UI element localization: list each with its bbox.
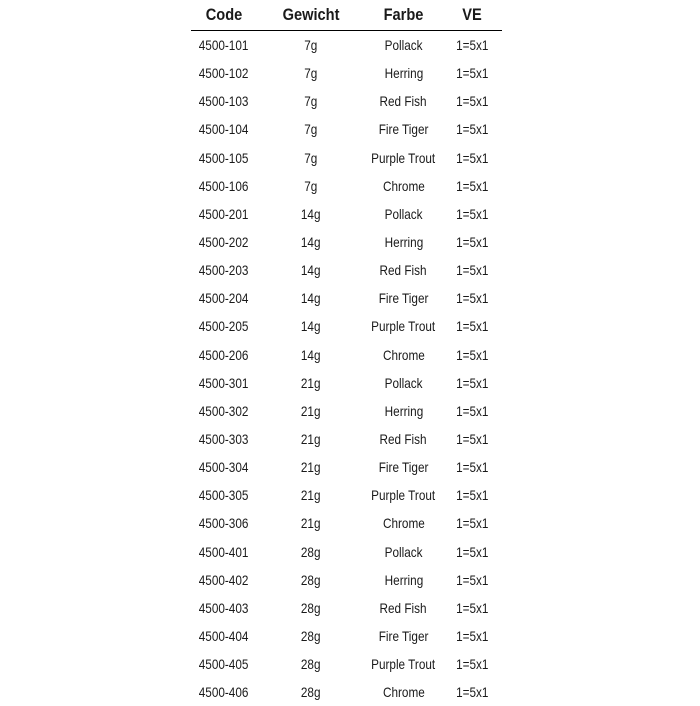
cell-farbe-text: Pollack: [385, 544, 423, 560]
cell-ve: [442, 341, 502, 369]
table-header: [191, 0, 502, 31]
cell-gewicht-text: 14g: [301, 262, 321, 278]
cell-farbe: [365, 397, 442, 425]
cell-farbe: [365, 31, 442, 60]
cell-farbe-text: Fire Tiger: [379, 459, 429, 475]
cell-gewicht: [257, 172, 365, 200]
cell-gewicht: [257, 341, 365, 369]
table-row: [191, 425, 502, 453]
cell-farbe: [365, 425, 442, 453]
cell-gewicht: [257, 59, 365, 87]
cell-code: [191, 425, 257, 453]
cell-ve: [442, 425, 502, 453]
table-row: [191, 594, 502, 622]
cell-ve: [442, 397, 502, 425]
cell-gewicht: [257, 369, 365, 397]
cell-farbe: [365, 509, 442, 537]
table-row: [191, 87, 502, 115]
cell-ve: [442, 228, 502, 256]
cell-farbe: [365, 369, 442, 397]
cell-ve-text: 1=5x1: [456, 515, 488, 531]
table-row: [191, 481, 502, 509]
cell-farbe: [365, 678, 442, 706]
cell-code: [191, 397, 257, 425]
cell-ve: [442, 256, 502, 284]
cell-gewicht: [257, 481, 365, 509]
cell-farbe-text: Fire Tiger: [379, 121, 429, 137]
cell-code: [191, 538, 257, 566]
cell-code-text: 4500-105: [199, 150, 249, 166]
cell-gewicht-text: 7g: [304, 121, 317, 137]
cell-ve-text: 1=5x1: [456, 600, 488, 616]
cell-code: [191, 228, 257, 256]
cell-farbe-text: Purple Trout: [371, 318, 435, 334]
table-row: [191, 650, 502, 678]
cell-ve: [442, 284, 502, 312]
cell-farbe: [365, 312, 442, 340]
cell-gewicht: [257, 256, 365, 284]
cell-farbe: [365, 453, 442, 481]
cell-ve: [442, 453, 502, 481]
product-table: [191, 0, 502, 706]
cell-gewicht-text: 28g: [301, 656, 321, 672]
table-row: [191, 284, 502, 312]
cell-gewicht-text: 28g: [301, 600, 321, 616]
cell-code: [191, 481, 257, 509]
cell-ve: [442, 481, 502, 509]
table-row: [191, 678, 502, 706]
table-row: [191, 509, 502, 537]
cell-code-text: 4500-106: [199, 178, 249, 194]
cell-code: [191, 369, 257, 397]
cell-code: [191, 31, 257, 60]
table-row: [191, 256, 502, 284]
cell-ve-text: 1=5x1: [456, 37, 488, 53]
table-row: [191, 369, 502, 397]
cell-farbe: [365, 115, 442, 143]
cell-ve: [442, 678, 502, 706]
cell-farbe: [365, 284, 442, 312]
table-row: [191, 172, 502, 200]
cell-farbe-text: Red Fish: [380, 431, 427, 447]
table-row: [191, 228, 502, 256]
cell-ve-text: 1=5x1: [456, 290, 488, 306]
cell-code-text: 4500-401: [199, 544, 249, 560]
cell-farbe: [365, 59, 442, 87]
cell-farbe: [365, 341, 442, 369]
cell-code: [191, 453, 257, 481]
cell-gewicht-text: 21g: [301, 403, 321, 419]
cell-farbe-text: Herring: [384, 234, 423, 250]
cell-gewicht: [257, 622, 365, 650]
cell-code-text: 4500-301: [199, 375, 249, 391]
cell-code-text: 4500-205: [199, 318, 249, 334]
cell-gewicht-text: 7g: [304, 93, 317, 109]
cell-ve-text: 1=5x1: [456, 121, 488, 137]
cell-code: [191, 594, 257, 622]
cell-ve: [442, 594, 502, 622]
cell-code: [191, 172, 257, 200]
cell-code-text: 4500-404: [199, 628, 249, 644]
cell-ve: [442, 312, 502, 340]
cell-code: [191, 144, 257, 172]
cell-ve: [442, 538, 502, 566]
cell-code: [191, 200, 257, 228]
cell-gewicht: [257, 115, 365, 143]
cell-code-text: 4500-406: [199, 684, 249, 700]
cell-farbe-text: Red Fish: [380, 262, 427, 278]
cell-ve-text: 1=5x1: [456, 234, 488, 250]
cell-farbe: [365, 650, 442, 678]
cell-gewicht: [257, 509, 365, 537]
cell-code: [191, 566, 257, 594]
cell-farbe-text: Herring: [384, 572, 423, 588]
cell-ve-text: 1=5x1: [456, 206, 488, 222]
cell-code-text: 4500-202: [199, 234, 249, 250]
cell-farbe: [365, 566, 442, 594]
cell-farbe: [365, 228, 442, 256]
table-row: [191, 566, 502, 594]
table-row: [191, 115, 502, 143]
cell-ve-text: 1=5x1: [456, 431, 488, 447]
cell-code-text: 4500-304: [199, 459, 249, 475]
cell-gewicht: [257, 144, 365, 172]
table-row: [191, 144, 502, 172]
cell-ve-text: 1=5x1: [456, 572, 488, 588]
cell-code: [191, 622, 257, 650]
cell-farbe-text: Purple Trout: [371, 487, 435, 503]
cell-gewicht-text: 28g: [301, 544, 321, 560]
cell-code: [191, 284, 257, 312]
cell-code-text: 4500-101: [199, 37, 249, 53]
cell-farbe-text: Purple Trout: [371, 656, 435, 672]
cell-code: [191, 87, 257, 115]
cell-gewicht-text: 7g: [304, 178, 317, 194]
cell-gewicht: [257, 284, 365, 312]
cell-ve: [442, 650, 502, 678]
cell-farbe: [365, 622, 442, 650]
cell-gewicht-text: 7g: [304, 65, 317, 81]
cell-farbe-text: Chrome: [383, 684, 425, 700]
cell-gewicht: [257, 650, 365, 678]
cell-code-text: 4500-103: [199, 93, 249, 109]
cell-ve-text: 1=5x1: [456, 375, 488, 391]
cell-code: [191, 256, 257, 284]
cell-ve-text: 1=5x1: [456, 93, 488, 109]
cell-ve: [442, 115, 502, 143]
cell-code: [191, 115, 257, 143]
table-row: [191, 397, 502, 425]
cell-gewicht-text: 14g: [301, 318, 321, 334]
table-body: [191, 31, 502, 706]
cell-farbe: [365, 538, 442, 566]
cell-ve-text: 1=5x1: [456, 318, 488, 334]
cell-gewicht: [257, 566, 365, 594]
header-farbe: Farbe: [370, 0, 436, 31]
cell-gewicht: [257, 453, 365, 481]
cell-code-text: 4500-403: [199, 600, 249, 616]
cell-gewicht: [257, 87, 365, 115]
cell-code-text: 4500-405: [199, 656, 249, 672]
cell-ve-text: 1=5x1: [456, 459, 488, 475]
cell-gewicht-text: 14g: [301, 347, 321, 363]
cell-ve: [442, 566, 502, 594]
cell-code-text: 4500-206: [199, 347, 249, 363]
cell-farbe-text: Purple Trout: [371, 150, 435, 166]
cell-code-text: 4500-306: [199, 515, 249, 531]
cell-gewicht-text: 28g: [301, 628, 321, 644]
cell-gewicht-text: 7g: [304, 37, 317, 53]
cell-ve: [442, 144, 502, 172]
cell-gewicht: [257, 594, 365, 622]
cell-gewicht-text: 14g: [301, 234, 321, 250]
table-row: [191, 622, 502, 650]
cell-farbe: [365, 256, 442, 284]
cell-gewicht-text: 14g: [301, 206, 321, 222]
cell-ve-text: 1=5x1: [456, 65, 488, 81]
cell-farbe: [365, 481, 442, 509]
cell-farbe: [365, 200, 442, 228]
cell-code-text: 4500-102: [199, 65, 249, 81]
cell-gewicht: [257, 200, 365, 228]
cell-farbe-text: Herring: [384, 403, 423, 419]
cell-gewicht: [257, 678, 365, 706]
cell-ve: [442, 59, 502, 87]
cell-farbe: [365, 87, 442, 115]
cell-gewicht-text: 14g: [301, 290, 321, 306]
product-table-container: [191, 0, 502, 706]
cell-ve: [442, 622, 502, 650]
table-row: [191, 453, 502, 481]
cell-gewicht: [257, 397, 365, 425]
cell-code: [191, 341, 257, 369]
cell-code-text: 4500-305: [199, 487, 249, 503]
table-row: [191, 31, 502, 60]
cell-ve: [442, 200, 502, 228]
cell-farbe-text: Pollack: [385, 37, 423, 53]
cell-ve-text: 1=5x1: [456, 178, 488, 194]
cell-ve-text: 1=5x1: [456, 628, 488, 644]
cell-ve-text: 1=5x1: [456, 656, 488, 672]
cell-farbe-text: Pollack: [385, 206, 423, 222]
cell-gewicht-text: 21g: [301, 487, 321, 503]
cell-code-text: 4500-104: [199, 121, 249, 137]
table-row: [191, 59, 502, 87]
cell-code: [191, 59, 257, 87]
cell-code: [191, 650, 257, 678]
cell-code: [191, 312, 257, 340]
cell-code-text: 4500-204: [199, 290, 249, 306]
cell-ve-text: 1=5x1: [456, 150, 488, 166]
cell-ve-text: 1=5x1: [456, 544, 488, 560]
cell-gewicht: [257, 31, 365, 60]
cell-ve-text: 1=5x1: [456, 347, 488, 363]
cell-gewicht-text: 28g: [301, 684, 321, 700]
cell-ve-text: 1=5x1: [456, 262, 488, 278]
cell-code-text: 4500-303: [199, 431, 249, 447]
cell-code-text: 4500-302: [199, 403, 249, 419]
cell-code-text: 4500-201: [199, 206, 249, 222]
header-row: [191, 0, 502, 31]
cell-code: [191, 509, 257, 537]
cell-farbe-text: Fire Tiger: [379, 628, 429, 644]
cell-gewicht: [257, 228, 365, 256]
cell-code-text: 4500-203: [199, 262, 249, 278]
cell-ve-text: 1=5x1: [456, 487, 488, 503]
cell-code-text: 4500-402: [199, 572, 249, 588]
cell-ve: [442, 31, 502, 60]
cell-ve-text: 1=5x1: [456, 403, 488, 419]
table-row: [191, 341, 502, 369]
cell-gewicht-text: 21g: [301, 375, 321, 391]
table-row: [191, 200, 502, 228]
cell-gewicht-text: 7g: [304, 150, 317, 166]
table-row: [191, 538, 502, 566]
cell-farbe-text: Pollack: [385, 375, 423, 391]
cell-farbe-text: Herring: [384, 65, 423, 81]
cell-code: [191, 678, 257, 706]
cell-farbe-text: Chrome: [383, 178, 425, 194]
cell-farbe: [365, 144, 442, 172]
cell-farbe-text: Chrome: [383, 515, 425, 531]
cell-ve: [442, 87, 502, 115]
cell-ve-text: 1=5x1: [456, 684, 488, 700]
table-row: [191, 312, 502, 340]
header-gewicht: Gewicht: [265, 0, 358, 31]
cell-gewicht-text: 21g: [301, 459, 321, 475]
cell-farbe: [365, 594, 442, 622]
cell-gewicht-text: 21g: [301, 515, 321, 531]
cell-gewicht: [257, 425, 365, 453]
cell-gewicht: [257, 538, 365, 566]
cell-farbe-text: Chrome: [383, 347, 425, 363]
cell-ve: [442, 369, 502, 397]
cell-gewicht: [257, 312, 365, 340]
cell-gewicht-text: 28g: [301, 572, 321, 588]
cell-farbe-text: Red Fish: [380, 93, 427, 109]
cell-gewicht-text: 21g: [301, 431, 321, 447]
header-code: Code: [196, 0, 253, 31]
cell-ve: [442, 509, 502, 537]
header-ve: VE: [446, 0, 498, 31]
cell-farbe-text: Red Fish: [380, 600, 427, 616]
cell-ve: [442, 172, 502, 200]
cell-farbe: [365, 172, 442, 200]
cell-farbe-text: Fire Tiger: [379, 290, 429, 306]
